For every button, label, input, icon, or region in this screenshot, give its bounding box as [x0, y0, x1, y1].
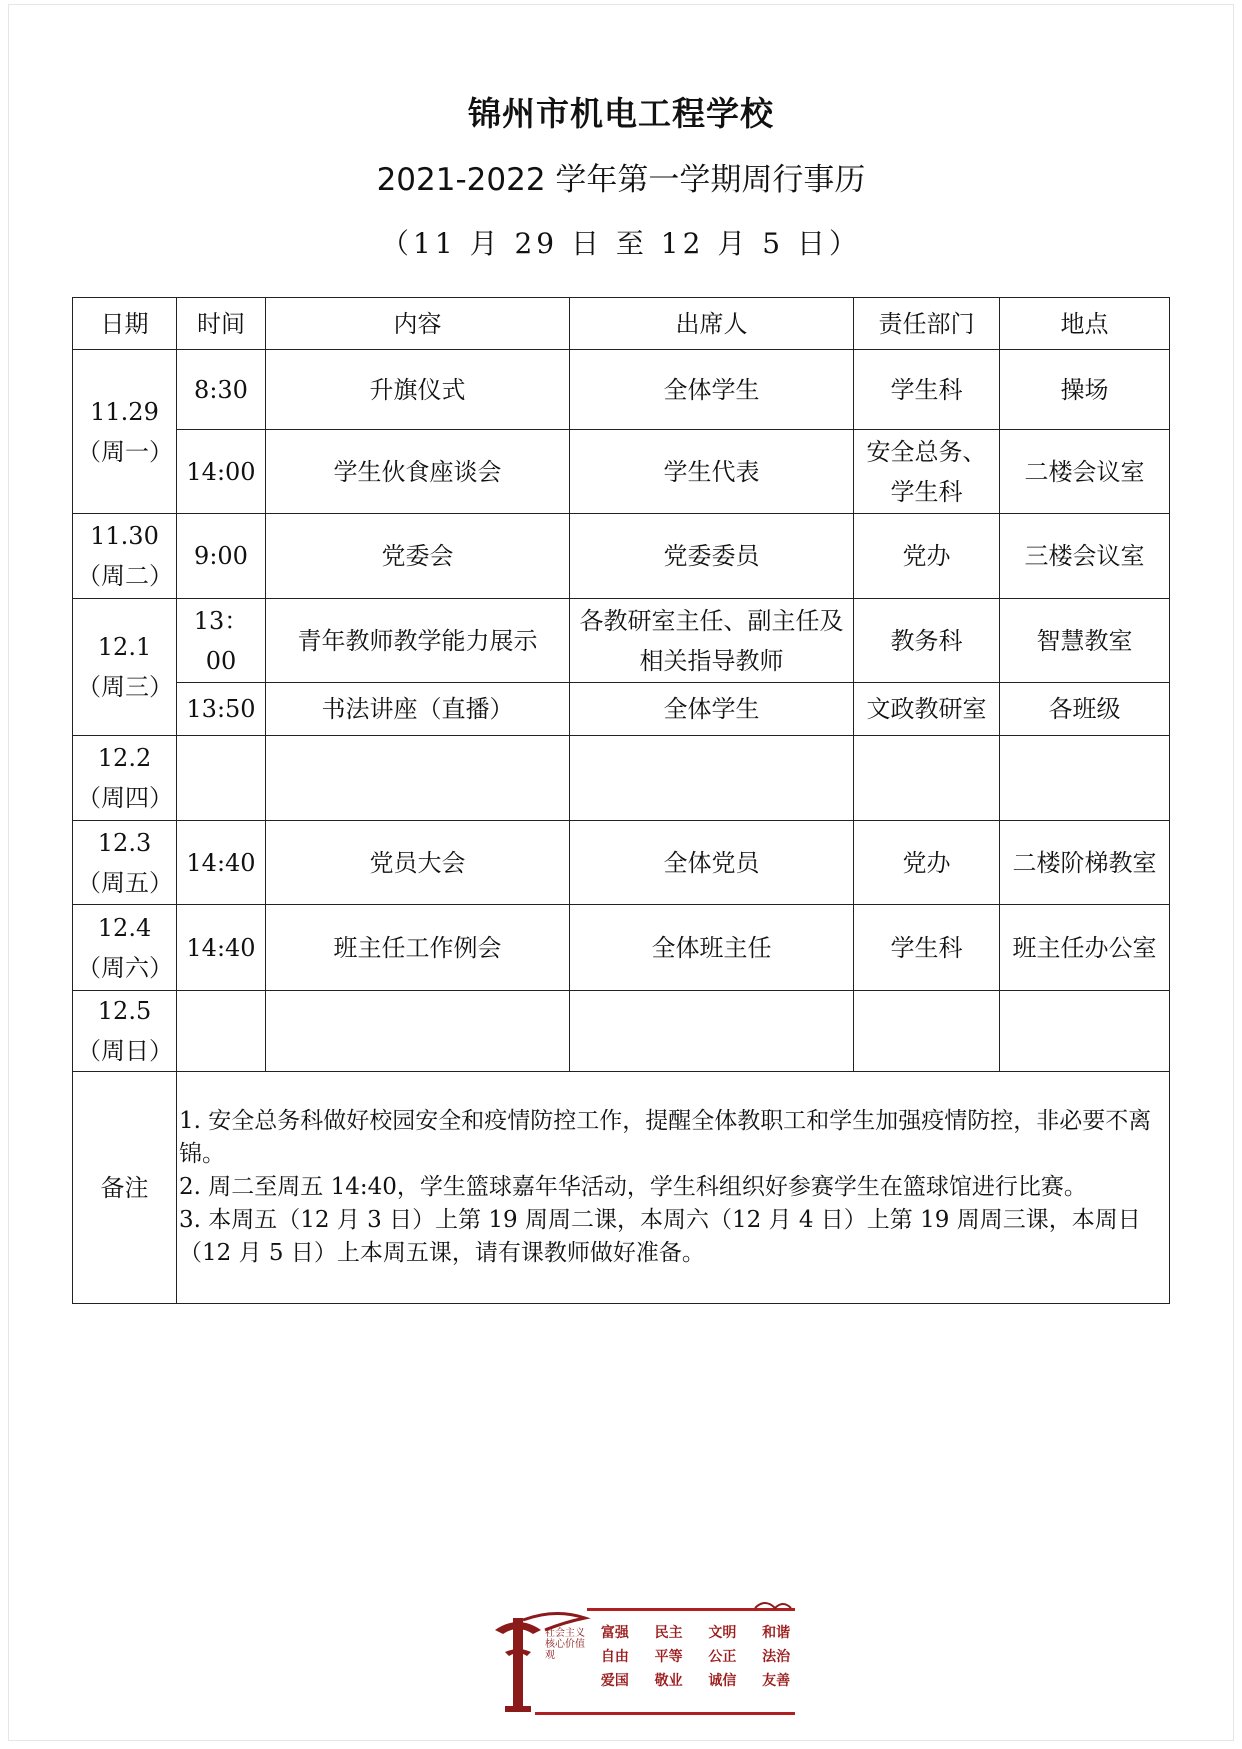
content-cell: 班主任工作例会: [266, 905, 570, 991]
place-cell: 二楼阶梯教室: [1000, 821, 1170, 905]
time-cell: [177, 991, 266, 1072]
weekday-value: （周一）: [77, 437, 173, 466]
content-cell: 党委会: [266, 514, 570, 599]
date-value: 12.2: [97, 744, 152, 772]
header-row: [73, 298, 1170, 350]
weekday-value: （周五）: [77, 868, 173, 897]
value-term: 法治: [762, 1649, 791, 1665]
date-value: 12.1: [97, 633, 152, 661]
date-range: （11 月 29 日 至 12 月 5 日）: [381, 227, 861, 260]
value-term: 自由: [600, 1649, 629, 1665]
date-cell: [73, 991, 177, 1072]
weekday-value: （周三）: [77, 673, 173, 701]
weekday-value: （周六）: [77, 953, 173, 982]
dept-cell: [854, 736, 1000, 821]
table-row: [73, 430, 1170, 514]
place-cell: 操场: [1000, 350, 1170, 430]
header-time: 时间: [177, 298, 266, 350]
content-cell: 升旗仪式: [266, 350, 570, 430]
table-row: [73, 683, 1170, 736]
table-row: [73, 514, 1170, 599]
value-term: 敬业: [654, 1673, 683, 1689]
header-dept: 责任部门: [854, 298, 1000, 350]
attendees-cell: [570, 991, 854, 1072]
place-cell: 二楼会议室: [1000, 430, 1170, 514]
time-cell: 14:00: [177, 430, 266, 514]
value-term: 爱国: [600, 1673, 629, 1689]
date-cell: [73, 736, 177, 821]
place-cell: [1000, 736, 1170, 821]
content-cell: [266, 736, 570, 821]
time-cell: 13:50: [177, 683, 266, 736]
table-row: [73, 350, 1170, 430]
content-cell: 学生伙食座谈会: [266, 430, 570, 514]
value-term: 富强: [600, 1625, 629, 1641]
time-cell: 14:40: [177, 821, 266, 905]
dept-cell: 文政教研室: [854, 683, 1000, 736]
content-cell: 青年教师教学能力展示: [266, 599, 570, 683]
value-term: 诚信: [708, 1673, 737, 1689]
dept-cell: 学生科: [854, 905, 1000, 991]
value-term: 公正: [708, 1649, 737, 1665]
table-row: [73, 599, 1170, 683]
value-term: 和谐: [762, 1625, 791, 1641]
time-cell: 8:30: [177, 350, 266, 430]
weekday-value: （周二）: [77, 562, 173, 590]
attendees-cell: [570, 736, 854, 821]
attendees-cell: 学生代表: [570, 430, 854, 514]
core-values-emblem: [475, 1600, 809, 1718]
date-cell: [73, 599, 177, 736]
date-value: 12.4: [97, 913, 152, 942]
note-item: 1. 安全总务科做好校园安全和疫情防控工作，提醒全体教职工和学生加强疫情防控，非必要不离锦。: [179, 1108, 1152, 1167]
place-cell: [1000, 991, 1170, 1072]
attendees-cell: 全体学生: [570, 350, 854, 430]
place-cell: 各班级: [1000, 683, 1170, 736]
date-cell: [73, 350, 177, 514]
date-value: 12.5: [97, 997, 152, 1025]
attendees-cell: 全体党员: [570, 821, 854, 905]
table-row: [73, 991, 1170, 1072]
content-cell: [266, 991, 570, 1072]
header-attendees: 出席人: [570, 298, 854, 350]
dept-cell: [854, 991, 1000, 1072]
date-cell: [73, 905, 177, 991]
date-cell: [73, 821, 177, 905]
table-row: [73, 821, 1170, 905]
time-cell: 9:00: [177, 514, 266, 599]
weekday-value: （周四）: [77, 784, 173, 812]
attendees-cell: 全体学生: [570, 683, 854, 736]
time-cell: [177, 736, 266, 821]
attendees-cell: 各教研室主任、副主任及相关指导教师: [570, 599, 854, 683]
note-item: 2. 周二至周五 14:40，学生篮球嘉年华活动，学生科组织好参赛学生在篮球馆进行比赛。: [179, 1174, 1087, 1200]
attendees-cell: 党委委员: [570, 514, 854, 599]
school-name: 锦州市机电工程学校: [468, 94, 774, 133]
core-values-caption: 社会主义核心价值观: [545, 1628, 585, 1661]
date-value: 11.29: [90, 397, 159, 426]
note-item: 3. 本周五（12 月 3 日）上第 19 周周二课，本周六（12 月 4 日）上第 19 周周三课，本周日（12 月 5 日）上本周五课，请有课教师做好准备。: [179, 1207, 1141, 1266]
dept-cell: 学生科: [854, 350, 1000, 430]
value-term: 平等: [654, 1649, 683, 1665]
place-cell: 班主任办公室: [1000, 905, 1170, 991]
time-cell: 14:40: [177, 905, 266, 991]
weekday-value: （周日）: [77, 1037, 173, 1065]
value-term: 文明: [708, 1625, 737, 1641]
core-values-grid: [588, 1622, 803, 1690]
date-value: 12.3: [97, 828, 152, 857]
notes-label: 备注: [73, 1072, 177, 1304]
header-date: 日期: [73, 298, 177, 350]
dept-cell: 党办: [854, 514, 1000, 599]
date-value: 11.30: [90, 522, 159, 550]
notes-cell: [177, 1072, 1170, 1304]
table-row: [73, 736, 1170, 821]
header-place: 地点: [1000, 298, 1170, 350]
calendar-title: 2021-2022 学年第一学期周行事历: [376, 162, 866, 198]
table-row: [73, 905, 1170, 991]
notes-row: [73, 1072, 1170, 1304]
attendees-cell: 全体班主任: [570, 905, 854, 991]
date-cell: [73, 514, 177, 599]
place-cell: 三楼会议室: [1000, 514, 1170, 599]
content-cell: 书法讲座（直播）: [266, 683, 570, 736]
header-content: 内容: [266, 298, 570, 350]
dept-cell: 安全总务、学生科: [854, 430, 1000, 514]
time-cell: 13：00: [177, 599, 266, 683]
value-term: 友善: [762, 1673, 791, 1689]
content-cell: 党员大会: [266, 821, 570, 905]
place-cell: 智慧教室: [1000, 599, 1170, 683]
dept-cell: 教务科: [854, 599, 1000, 683]
weekly-schedule-table: [72, 297, 1170, 1304]
dept-cell: 党办: [854, 821, 1000, 905]
value-term: 民主: [654, 1625, 683, 1641]
